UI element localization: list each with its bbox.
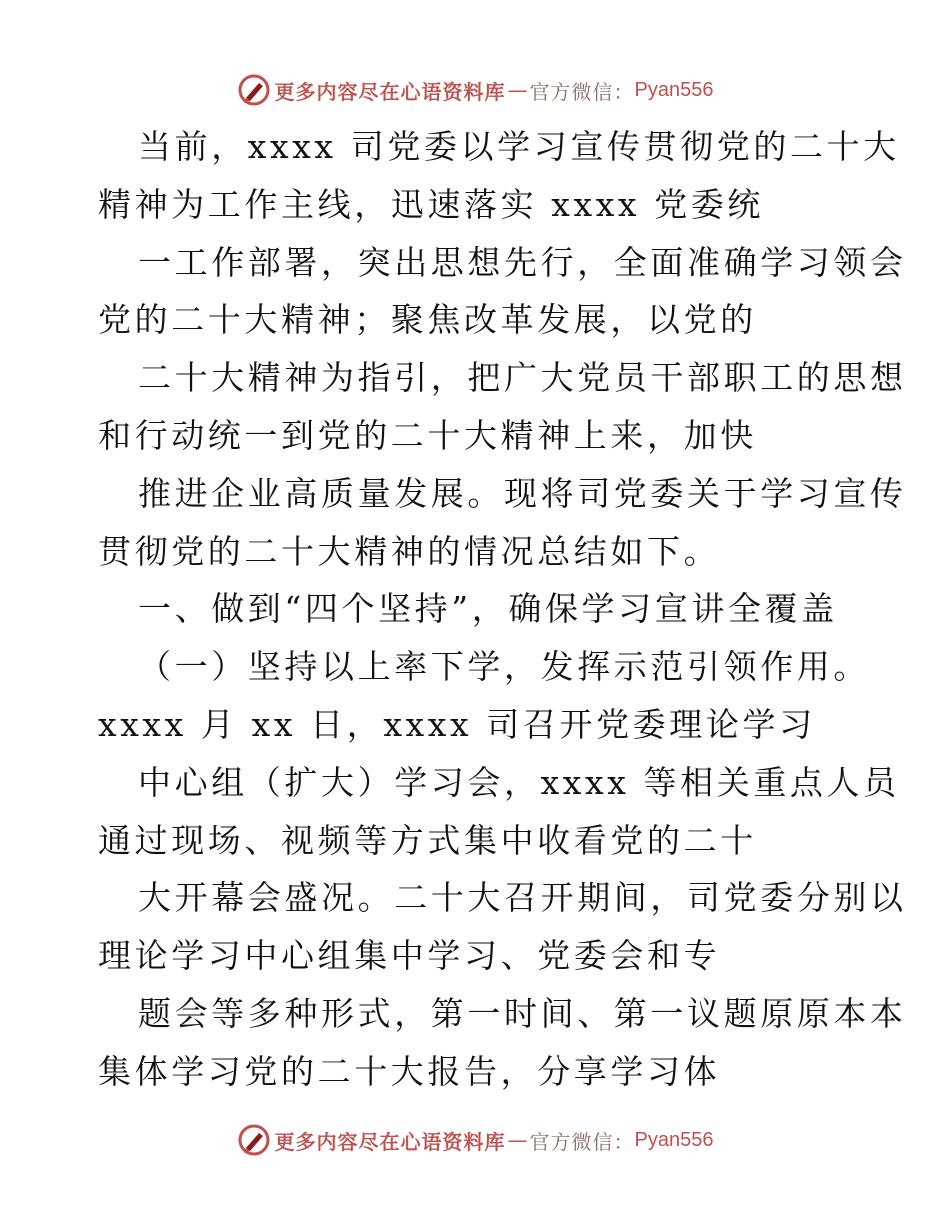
pen-seal-icon bbox=[237, 73, 271, 107]
document-line: 理论学习中心组集中学习、党委会和专 bbox=[98, 936, 721, 976]
watermark-contact-id: Pyan556 bbox=[634, 1128, 714, 1151]
document-line: 集体学习党的二十大报告，分享学习体 bbox=[98, 1051, 721, 1091]
document-line: 和行动统一到党的二十大精神上来，加快 bbox=[98, 415, 757, 455]
watermark-contact-label: 官方微信： bbox=[529, 79, 635, 104]
watermark-separator: — bbox=[507, 1128, 528, 1152]
document-line: xxxx 月 xx 日，xxxx 司召开党委理论学习 bbox=[98, 704, 816, 744]
document-line: 一工作部署，突出思想先行，全面准确学习领会 bbox=[138, 242, 907, 282]
document-line: 推进企业高质量发展。现将司党委关于学习宣传 bbox=[138, 473, 907, 513]
document-line: 党的二十大精神；聚焦改革发展，以党的 bbox=[98, 300, 757, 340]
document-line: 贯彻党的二十大精神的情况总结如下。 bbox=[98, 531, 721, 571]
document-line: 精神为工作主线，迅速落实 xxxx 党委统 bbox=[98, 184, 765, 224]
header-watermark bbox=[0, 70, 950, 110]
document-line: 二十大精神为指引，把广大党员干部职工的思想 bbox=[138, 358, 907, 398]
watermark-brand-text: 更多内容尽在心语资料库 bbox=[274, 1129, 506, 1154]
document-line: 一、做到“四个坚持”，确保学习宣讲全覆盖 bbox=[138, 589, 838, 629]
document-line: 当前，xxxx 司党委以学习宣传贯彻党的二十大 bbox=[138, 127, 900, 166]
document-line: （一）坚持以上率下学，发挥示范引领作用。 bbox=[138, 647, 870, 687]
watermark-contact-label: 官方微信： bbox=[529, 1129, 635, 1154]
document-body bbox=[98, 118, 907, 1101]
document-line: 通过现场、视频等方式集中收看党的二十 bbox=[98, 820, 757, 860]
footer-watermark bbox=[0, 1120, 950, 1160]
document-line: 中心组（扩大）学习会，xxxx 等相关重点人员 bbox=[138, 762, 900, 802]
document-line: 题会等多种形式，第一时间、第一议题原原本本 bbox=[138, 993, 907, 1033]
document-line: 大开幕会盛况。二十大召开期间，司党委分别以 bbox=[138, 878, 907, 918]
watermark-contact-id: Pyan556 bbox=[634, 78, 714, 101]
watermark-brand-text: 更多内容尽在心语资料库 bbox=[274, 79, 506, 104]
pen-seal-icon bbox=[237, 1123, 271, 1157]
watermark-separator: — bbox=[507, 78, 528, 102]
